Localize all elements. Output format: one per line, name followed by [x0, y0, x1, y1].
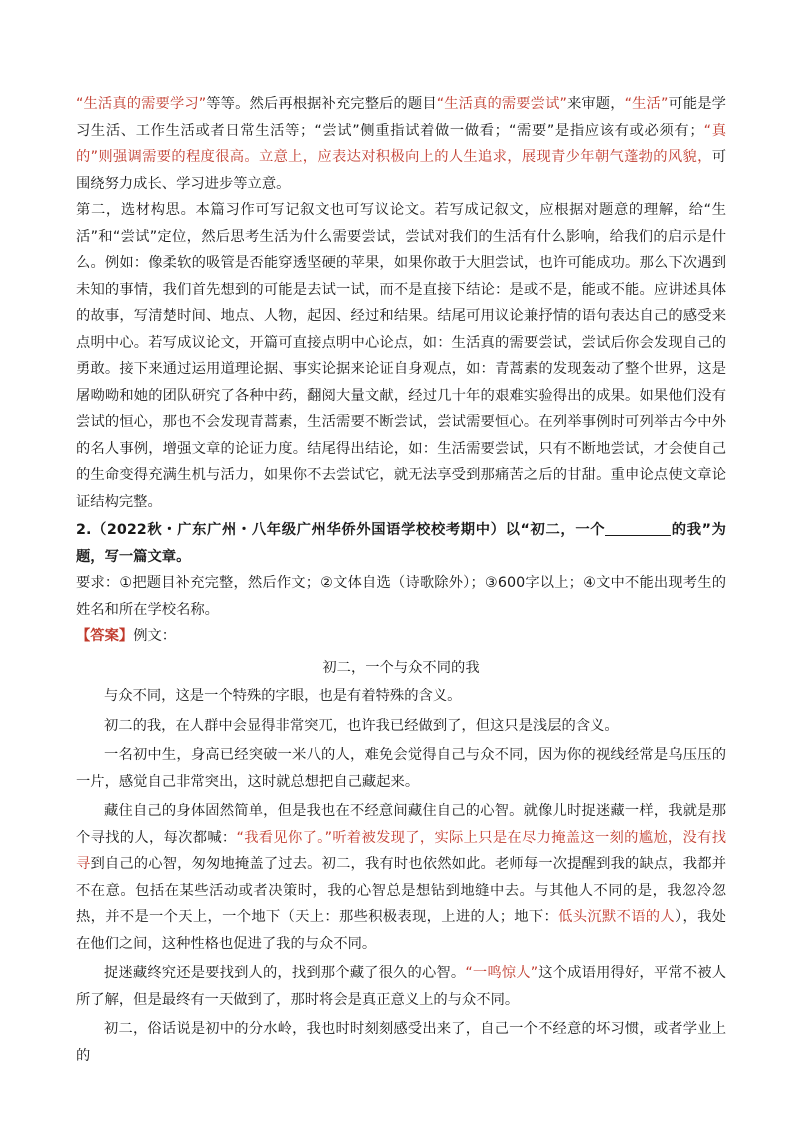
essay-paragraph: 一名初中生，身高已经突破一米八的人，难免会觉得自己与众不同，因为你的视线经常是乌压压的一片，感觉自己非常突出，这时就总想把自己藏起来。: [76, 747, 726, 790]
text: 来审题，: [566, 96, 625, 112]
text: 可能: [668, 96, 698, 112]
quote-red: “生活真的需要尝试”: [436, 96, 567, 112]
quote-red: “我看见你了。”听着被发现了，实际上只是在尽力掩盖这一刻的尴尬，没有找寻: [76, 829, 726, 872]
document-content: [76, 91, 726, 1069]
text: ），我处在他们之间，这种性格也促进了我的与众不同。: [76, 909, 727, 952]
text: 是学习生活、工作生活或者日常生活等；“尝试”侧重指试着做一做看；“需要”是指应该有或必须有；: [76, 96, 726, 139]
answer-line: [76, 623, 726, 650]
quote-red: “生活真的需要学习”: [76, 96, 207, 112]
essay-paragraph: 初二的我，在人群中会显得非常突兀，也许我已经做到了，但这只是浅层的含义。: [104, 717, 619, 734]
essay-title: 初二，一个与众不同的我: [322, 659, 480, 676]
text: 这个成语用得好，平常不被人所了解，但是最终有一天做到了，那时将会是真正意义上的与众不同。: [76, 965, 726, 1008]
text: 可围绕努力成长、学习进步等立意。: [76, 149, 726, 192]
answer-tag: 【答案】: [76, 628, 134, 644]
text: 等等。然后再根据补充完整后的题目: [206, 96, 437, 112]
quote-red: “生活”: [624, 96, 669, 112]
essay-paragraph: [76, 960, 726, 1013]
answer-label: 例文：: [133, 628, 177, 644]
essay-paragraph: 与众不同，这是一个特殊的字眼，也是有着特殊的含义。: [104, 688, 462, 704]
question-prefix: 2.（2022秋・广东广州・八年级广州华侨外国语学校校考期中）以“初二，一个: [76, 522, 606, 538]
analysis-paragraph-1: [76, 91, 726, 197]
fill-blank: [605, 521, 671, 536]
requirements: 要求：①把题目补充完整，然后作文；②文体自选（诗歌除外）；③600字以上；④文中不能出现考生的姓名和所在学校名称。: [76, 575, 726, 618]
quote-red: “真的”则强调需要的程度很高。立意上，应表达对积极向上的人生追求，展现青少年朝气蓬勃的风貌，: [76, 122, 726, 165]
text: 藏住自己的身体固然简单，但是我也在不经意间藏住自己的心智。就像儿时捉迷藏一样，我就是那个寻找的人，每次都喊：: [76, 803, 726, 846]
quote-red: 低头沉默不语的人: [558, 909, 676, 925]
essay-paragraph: [76, 798, 726, 957]
question-suffix: 的我”为题，写一篇文章。: [76, 522, 726, 565]
quote-red: “一鸣惊人”: [465, 965, 539, 981]
question-2: [76, 517, 726, 570]
text: 到自己的心智，匆匆地掩盖了过去。初二，我有时也依然如此。老师每一次提醒到我的缺点，我都并不在意。包括在某些活动或者决策时，我的心智总是想钻到地缝中去。与其他人不同的是，我忽冷忽热，并不是一个天上，一个地下（天上：那些积极表现，上进的人；地下：: [76, 856, 727, 925]
essay-paragraph: 初二，俗话说是初中的分水岭，我也时时刻刻感受出来了，自己一个不经意的坏习惯，或者学业上的: [76, 1021, 726, 1064]
text: 捉迷藏终究还是要找到人的，找到那个藏了很久的心智。: [104, 965, 466, 981]
analysis-paragraph-2: 第二，选材构思。本篇习作可写记叙文也可写议论文。若写成记叙文，应根据对题意的理解，给“生活”和“尝试”定位，然后思考生活为什么需要尝试，尝试对我们的生活有什么影响，给我们的启示是什么。例如：像柔软的吸管是否能穿透坚硬的苹果，如果你敢于大胆尝试，也许可能成功。那么下次遇到未知的事情，我们首先想到的可能是去试一试，而不是直接下结论：是或不是，能或不能。应讲述具体的故事，写清楚时间、地点、人物，起因、经过和结果。结尾可用议论兼抒情的语句表达自己的感受来点明中心。若写成议论文，开篇可直接点明中心论点，如：生活真的需要尝试，尝试后你会发现自己的勇敢。接下来通过运用道理论据、事实论据来论证自身观点，如：青蒿素的发现轰动了整个世界，这是屠呦呦和她的团队研究了各种中药，翻阅大量文献，经过几十年的艰难实验得出的成果。如果他们没有尝试的恒心，那也不会发现青蒿素，生活需要不断尝试，尝试需要恒心。在列举事例时可列举古今中外的名人事例，增强文章的论证力度。结尾得出结论，如：生活需要尝试，只有不断地尝试，才会使自己的生命变得充满生机与活力，如果你不去尝试它，就无法享受到那痛苦之后的甘甜。重申论点使文章论证结构完整。: [76, 202, 726, 510]
